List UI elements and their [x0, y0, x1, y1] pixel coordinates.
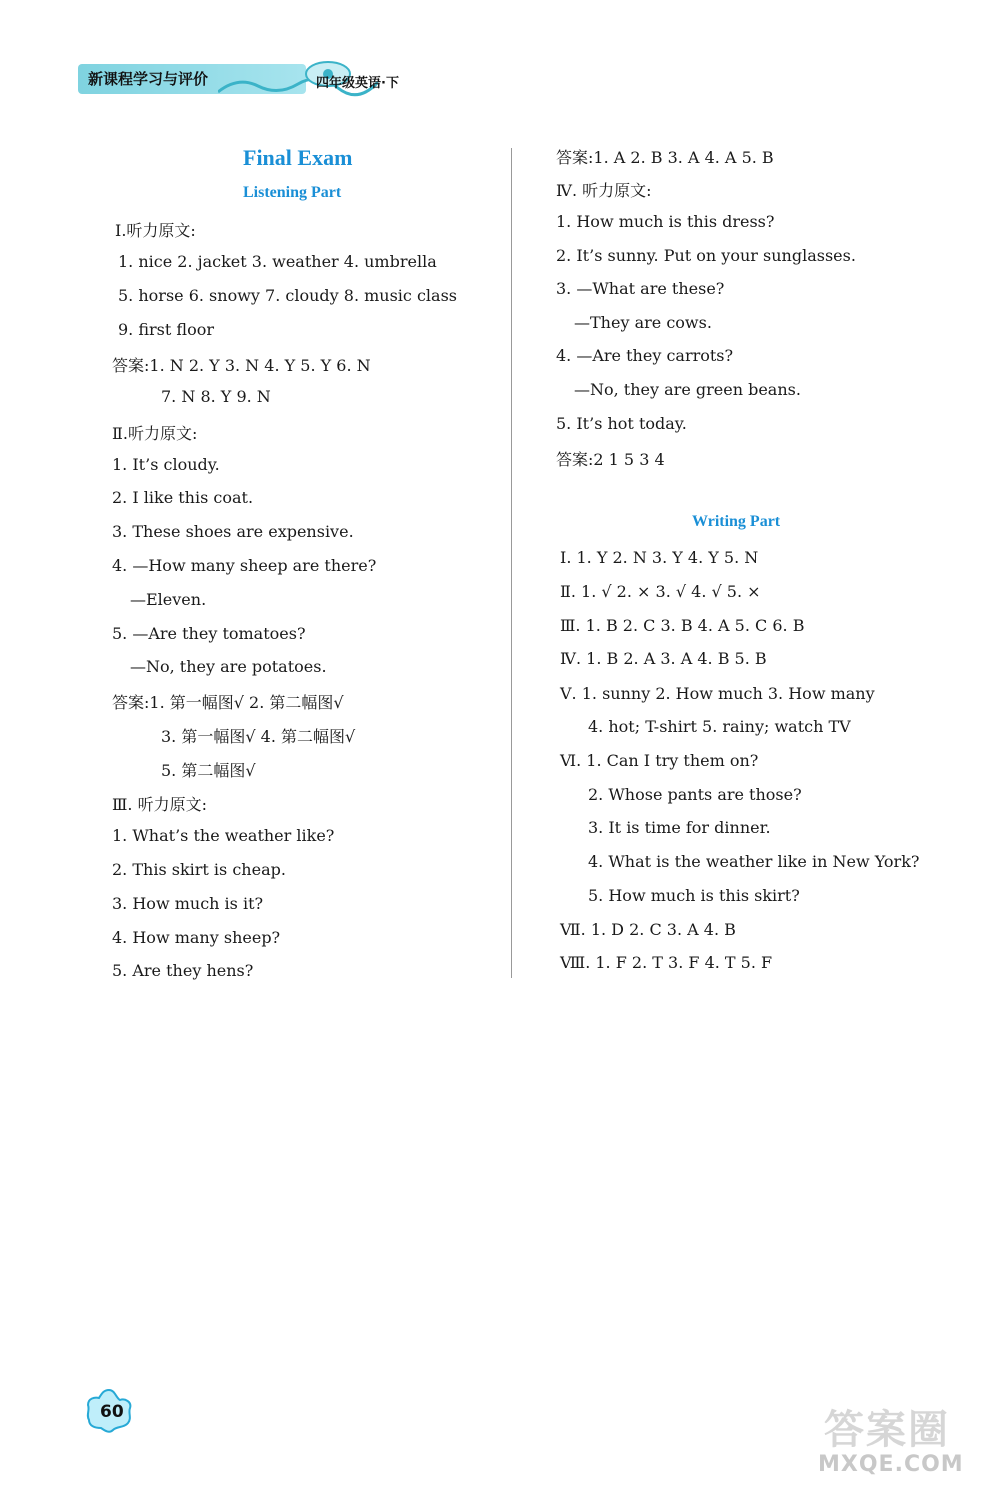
text-line: 5. 第二幅图√ — [161, 761, 256, 780]
text-line: 3. It is time for dinner. — [588, 818, 771, 837]
text-line: 答案:1. A 2. B 3. A 4. A 5. B — [556, 148, 774, 167]
text-line: Ⅰ. 1. Y 2. N 3. Y 4. Y 5. N — [560, 548, 759, 567]
series-title: 新课程学习与评价 — [88, 70, 209, 88]
text-line: 4. —Are they carrots? — [556, 346, 734, 365]
text-line: 4. How many sheep? — [112, 928, 281, 947]
text-line: 5. —Are they tomatoes? — [112, 624, 306, 643]
text-line: 4. hot; T-shirt 5. rainy; watch TV — [588, 717, 851, 736]
text-line: 3. —What are these? — [556, 279, 725, 298]
text-line: Ⅷ. 1. F 2. T 3. F 4. T 5. F — [560, 953, 773, 972]
text-line: 5. horse 6. snowy 7. cloudy 8. music class — [118, 286, 457, 305]
text-line: Ⅱ. 1. √ 2. × 3. √ 4. √ 5. × — [560, 582, 761, 601]
text-line: 2. I like this coat. — [112, 488, 254, 507]
text-line: Ⅰ.听力原文: — [115, 221, 196, 240]
text-line: 3. These shoes are expensive. — [112, 522, 354, 541]
listening-part-heading: Listening Part — [243, 184, 342, 201]
running-header — [78, 56, 438, 102]
text-line: Ⅳ. 听力原文: — [556, 181, 652, 200]
book-subtitle: 四年级英语·下 — [316, 76, 399, 91]
page-number: 60 — [100, 1402, 124, 1422]
text-line: Ⅶ. 1. D 2. C 3. A 4. B — [560, 920, 736, 939]
text-line: 3. How much is it? — [112, 894, 264, 913]
text-line: —No, they are green beans. — [574, 380, 801, 399]
writing-part-heading: Writing Part — [692, 513, 781, 530]
text-line: 5. It’s hot today. — [556, 414, 687, 433]
text-line: Ⅴ. 1. sunny 2. How much 3. How many — [560, 684, 875, 703]
text-line: 3. 第一幅图√ 4. 第二幅图√ — [161, 727, 356, 746]
text-line: —They are cows. — [574, 313, 712, 332]
text-line: —Eleven. — [130, 590, 207, 609]
text-line: 1. How much is this dress? — [556, 212, 775, 231]
text-line: 4. —How many sheep are there? — [112, 556, 377, 575]
text-line: 2. Whose pants are those? — [588, 785, 802, 804]
text-line: 9. first floor — [118, 320, 214, 339]
text-line: 答案:2 1 5 3 4 — [556, 450, 665, 469]
watermark-logo-text: 答案圈 — [824, 1407, 950, 1453]
text-line: Ⅳ. 1. B 2. A 3. A 4. B 5. B — [560, 649, 767, 668]
text-line: Ⅵ. 1. Can I try them on? — [560, 751, 759, 770]
text-line: Ⅲ. 1. B 2. C 3. B 4. A 5. C 6. B — [560, 616, 805, 635]
text-line: 7. N 8. Y 9. N — [161, 387, 271, 406]
text-line: 1. It’s cloudy. — [112, 455, 220, 474]
column-divider — [511, 148, 512, 978]
text-line: 答案:1. N 2. Y 3. N 4. Y 5. Y 6. N — [112, 356, 371, 375]
text-line: —No, they are potatoes. — [130, 657, 327, 676]
text-line: 答案:1. 第一幅图√ 2. 第二幅图√ — [112, 693, 344, 712]
text-line: 5. How much is this skirt? — [588, 886, 800, 905]
text-line: 1. nice 2. jacket 3. weather 4. umbrella — [118, 252, 437, 271]
text-line: 5. Are they hens? — [112, 961, 254, 980]
text-line: 2. This skirt is cheap. — [112, 860, 286, 879]
text-line: Ⅲ. 听力原文: — [112, 795, 207, 814]
text-line: 1. What’s the weather like? — [112, 826, 335, 845]
exam-title: Final Exam — [243, 145, 353, 170]
text-line: Ⅱ.听力原文: — [112, 424, 198, 443]
watermark-site: MXQE.COM — [818, 1452, 964, 1477]
text-line: 4. What is the weather like in New York? — [588, 852, 920, 871]
text-line: 2. It’s sunny. Put on your sunglasses. — [556, 246, 856, 265]
